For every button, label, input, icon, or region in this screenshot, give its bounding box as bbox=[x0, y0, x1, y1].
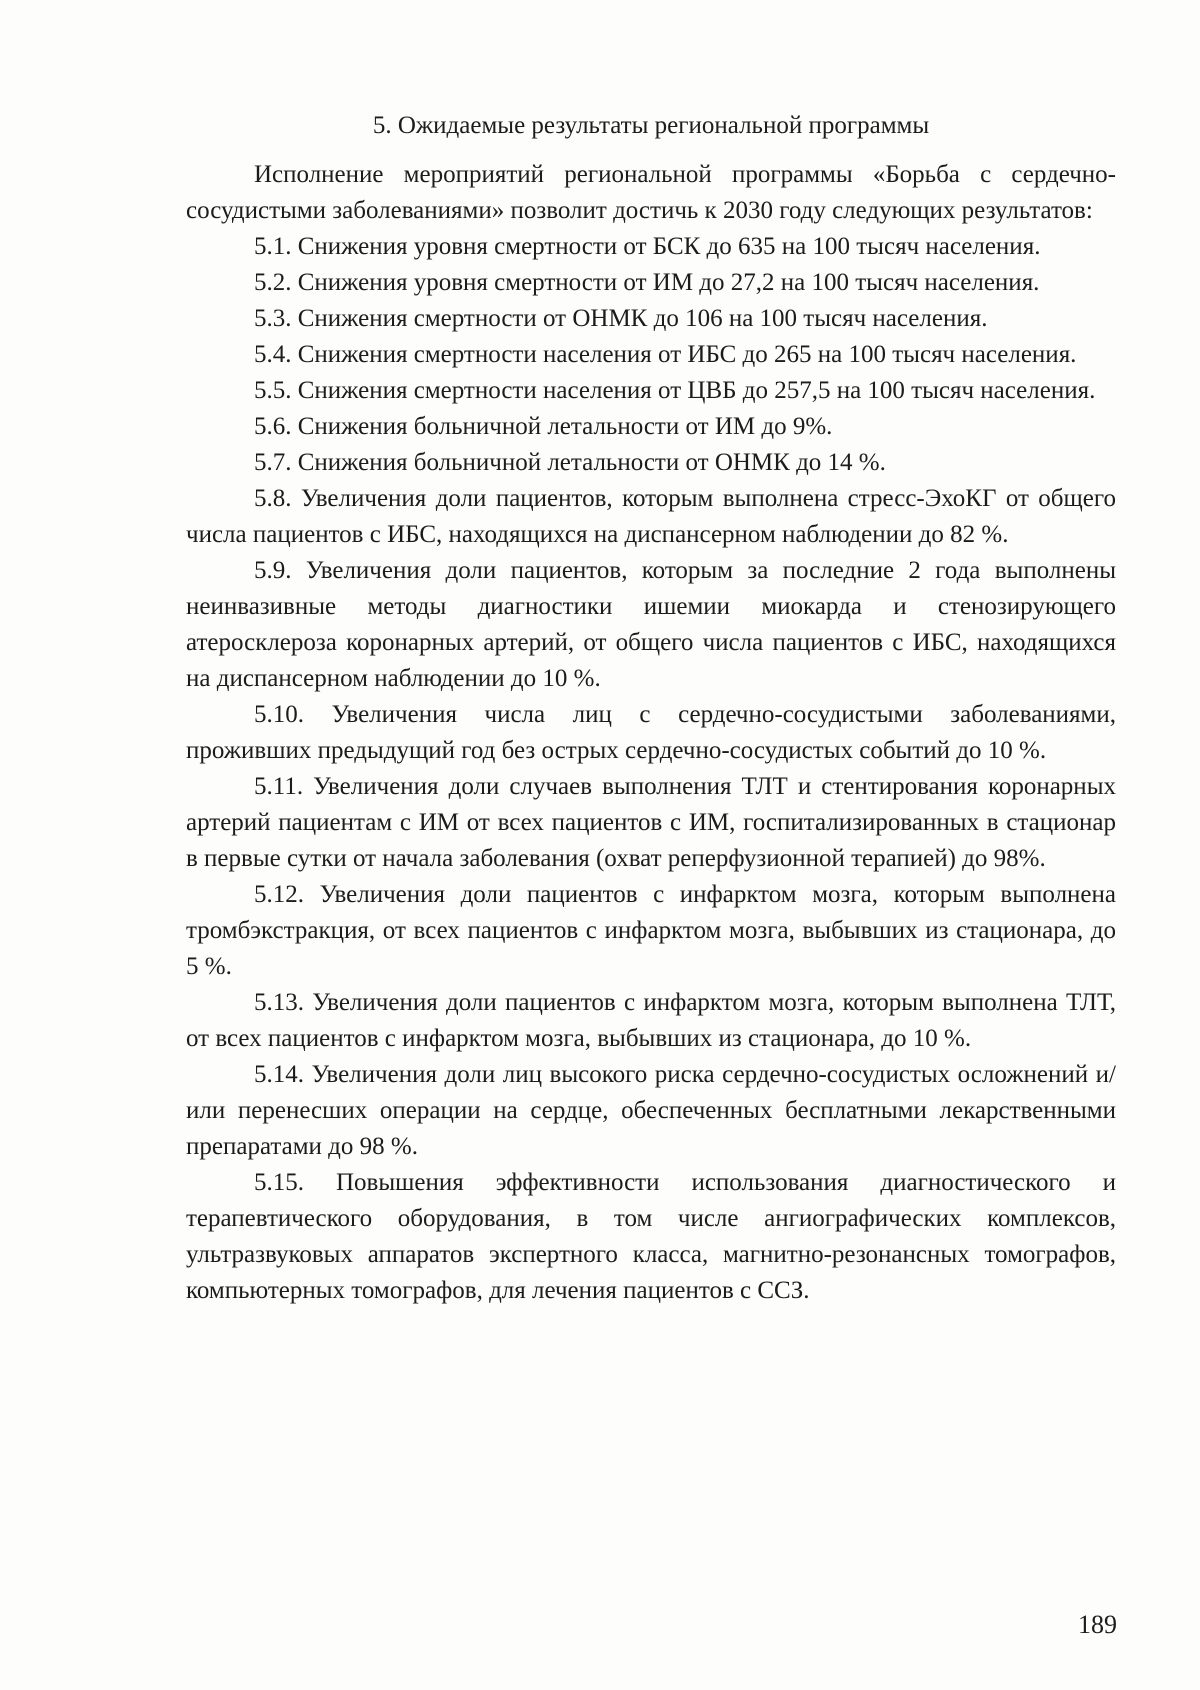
result-item-5-7: 5.7. Снижения больничной летальности от ОНМК до 14 %. bbox=[254, 449, 886, 476]
result-item-5-3: 5.3. Снижения смертности от ОНМК до 106 на 100 тысяч населения. bbox=[254, 305, 988, 332]
result-item-5-4: 5.4. Снижения смертности населения от ИБС до 265 на 100 тысяч населения. bbox=[254, 341, 1077, 368]
result-item-5-5: 5.5. Снижения смертности населения от ЦВБ до 257,5 на 100 тысяч населения. bbox=[254, 377, 1096, 404]
page-number: 189 bbox=[1078, 1610, 1117, 1639]
document-body bbox=[186, 108, 1116, 1309]
result-item-5-15: 5.15. Повышения эффективности использования диагностического и терапевтического оборудования, в том числе ангиографических комплексов, ультразвуковых аппаратов экспертного класса, магнитно-резонансных томографов, компьютерных томографов, для лечения пациентов с ССЗ. bbox=[186, 1169, 1116, 1304]
result-item-5-14: 5.14. Увеличения доли лиц высокого риска сердечно-сосудистых осложнений и/или перенесших операции на сердце, обеспеченных бесплатными лекарственными препаратами до 98 %. bbox=[186, 1061, 1116, 1160]
result-item-5-11: 5.11. Увеличения доли случаев выполнения ТЛТ и стентирования коронарных артерий пациентам с ИМ от всех пациентов с ИМ, госпитализированных в стационар в первые сутки от начала заболевания (охват реперфузионной терапией) до 98%. bbox=[186, 773, 1116, 872]
section-heading: 5. Ожидаемые результаты региональной программы bbox=[372, 112, 930, 139]
intro-paragraph: Исполнение мероприятий региональной программы «Борьба с сердечно-сосудистыми заболеваниями» позволит достичь к 2030 году следующих результатов: bbox=[186, 161, 1116, 224]
result-item-5-1: 5.1. Снижения уровня смертности от БСК до 635 на 100 тысяч населения. bbox=[254, 233, 1041, 260]
result-item-5-10: 5.10. Увеличения числа лиц с сердечно-сосудистыми заболеваниями, проживших предыдущий год без острых сердечно-сосудистых событий до 10 %. bbox=[186, 701, 1116, 764]
result-item-5-8: 5.8. Увеличения доли пациентов, которым выполнена стресс-ЭхоКГ от общего числа пациентов с ИБС, находящихся на диспансерном наблюдении до 82 %. bbox=[186, 485, 1116, 548]
result-item-5-12: 5.12. Увеличения доли пациентов с инфарктом мозга, которым выполнена тромбэкстракция, от всех пациентов с инфарктом мозга, выбывших из стационара, до 5 %. bbox=[186, 881, 1116, 980]
result-item-5-6: 5.6. Снижения больничной летальности от ИМ до 9%. bbox=[254, 413, 833, 440]
result-item-5-2: 5.2. Снижения уровня смертности от ИМ до 27,2 на 100 тысяч населения. bbox=[254, 269, 1040, 296]
result-item-5-9: 5.9. Увеличения доли пациентов, которым за последние 2 года выполнены неинвазивные методы диагностики ишемии миокарда и стенозирующего атеросклероза коронарных артерий, от общего числа пациентов с ИБС, находящихся на диспансерном наблюдении до 10 %. bbox=[186, 557, 1116, 692]
result-item-5-13: 5.13. Увеличения доли пациентов с инфарктом мозга, которым выполнена ТЛТ, от всех пациентов с инфарктом мозга, выбывших из стационара, до 10 %. bbox=[186, 989, 1116, 1052]
